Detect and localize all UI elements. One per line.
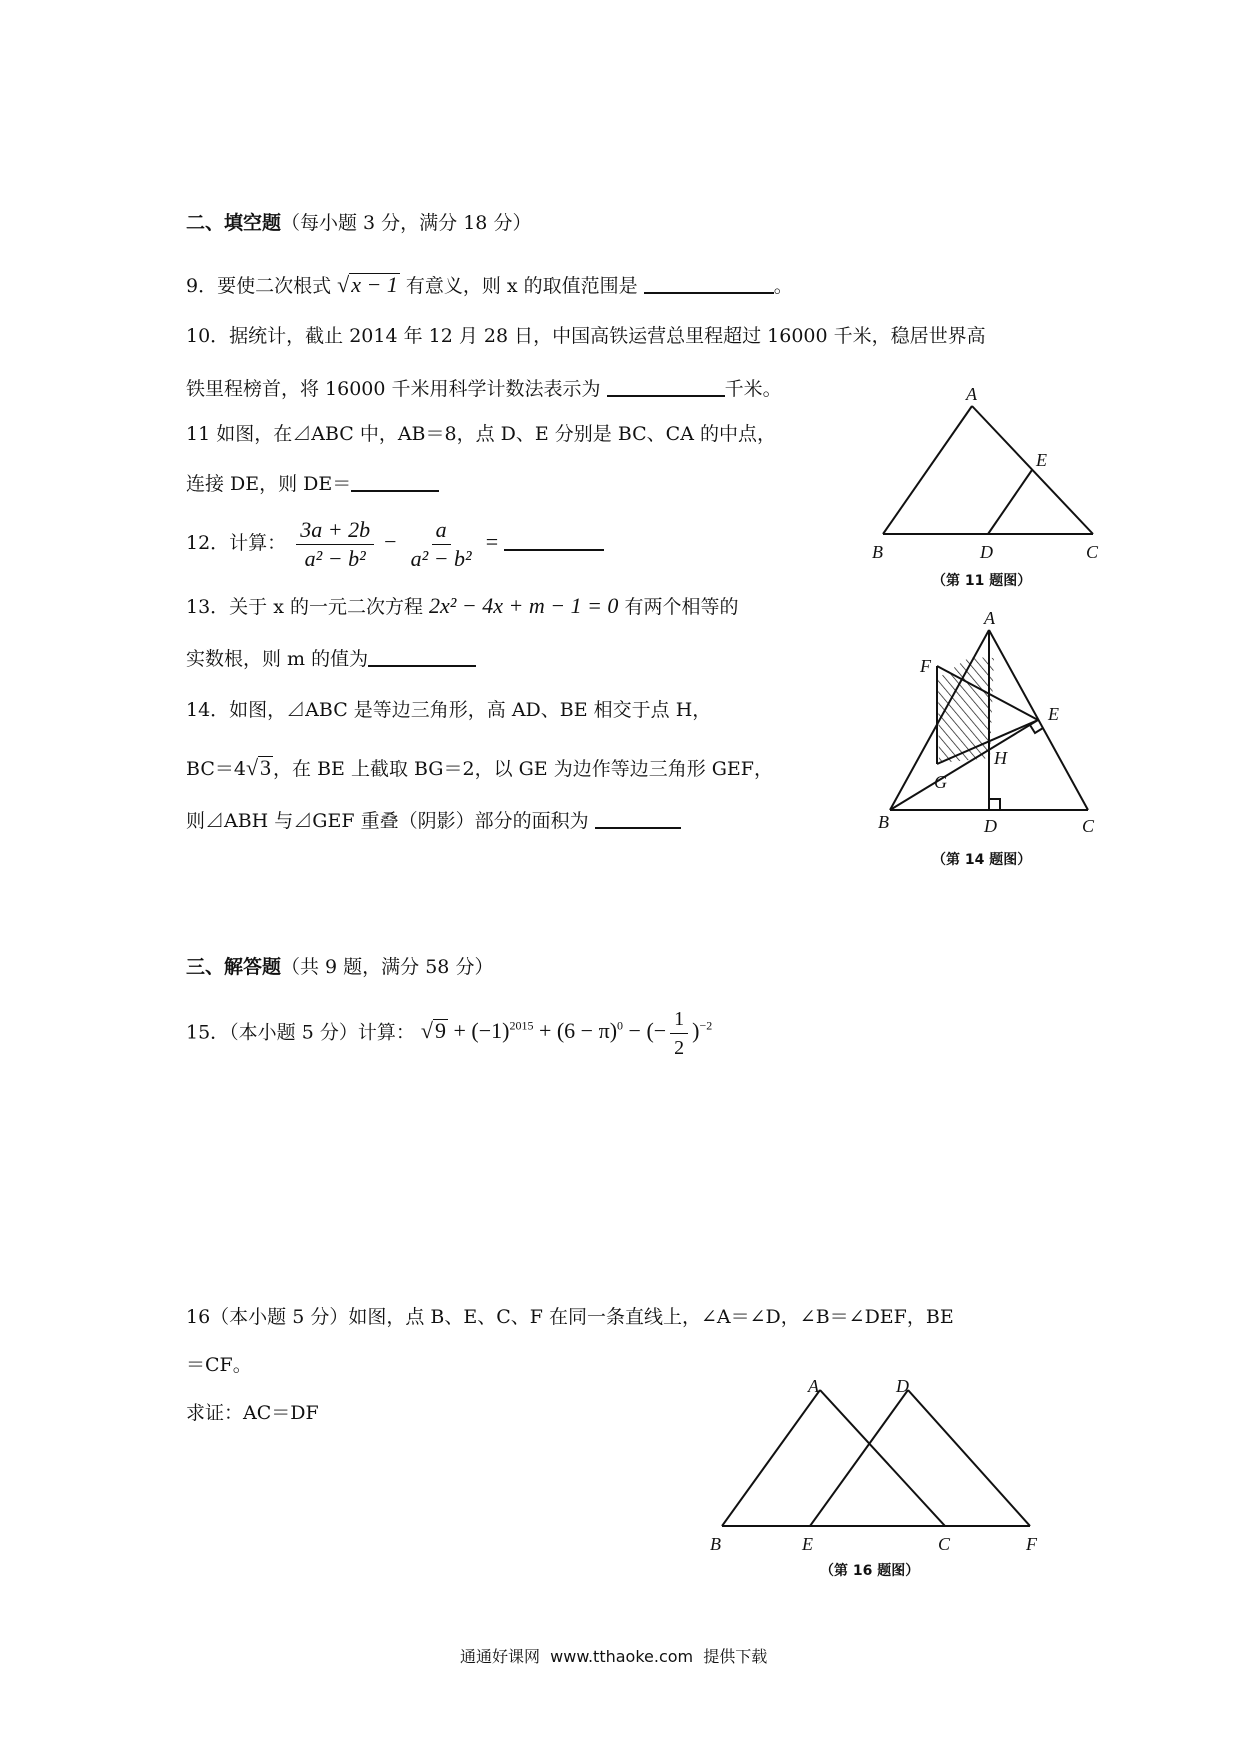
q14-answer-blank[interactable] [595, 807, 681, 829]
q12-den2: a² − b² [410, 545, 472, 571]
q9-end: 。 [773, 275, 793, 297]
section-3-heading [186, 954, 493, 980]
figure-16 [700, 1380, 1060, 1595]
q15-fraction [670, 1005, 688, 1062]
fig14-label-e: E [1048, 704, 1059, 724]
q12-den1: a² − b² [304, 545, 366, 571]
fig11-caption: （第 11 题图） [932, 573, 1032, 589]
fig11-side-ac [972, 406, 1093, 534]
fig14-label-g: G [934, 772, 947, 792]
question-16-line3: 求证：AC＝DF [186, 1402, 319, 1424]
question-13-line2 [186, 645, 476, 672]
q15-term-c: + (6 − π) [533, 1018, 618, 1044]
question-10-line2 [186, 375, 782, 402]
q12-prefix: 12．计算： [186, 532, 287, 554]
q10-end: 千米。 [724, 378, 782, 400]
question-11-line1: 11 如图，在⊿ABC 中，AB＝8，点 D、E 分别是 BC、CA 的中点， [186, 423, 776, 445]
section-2-title: 二、填空题 [186, 212, 282, 234]
q12-fraction-2 [407, 516, 476, 573]
fig14-label-f: F [920, 656, 931, 676]
fig14-label-c: C [1082, 816, 1095, 836]
figure-11 [860, 380, 1120, 600]
q9-radical: √x − 1 [337, 272, 398, 297]
figure-14 [860, 610, 1120, 880]
question-10-line1: 10．据统计，截止 2014 年 12 月 28 日，中国高铁运营总里程超过 16000 千米，稳居世界高 [186, 325, 986, 347]
fig16-label-f: F [1026, 1534, 1037, 1554]
fig11-side-ab [883, 406, 972, 534]
question-14-line1: 14．如图，⊿ABC 是等边三角形，高 AD、BE 相交于点 H， [186, 699, 712, 721]
question-16-line2: ＝CF。 [186, 1354, 252, 1376]
q9-radicand: x − 1 [351, 272, 398, 297]
q9-prefix: 9．要使二次根式 [186, 275, 332, 297]
question-16-line1: 16（本小题 5 分）如图，点 B、E、C、F 在同一条直线上，∠A＝∠D，∠B＝∠DEF，BE [186, 1306, 954, 1328]
fig11-label-e: E [1036, 450, 1047, 470]
fig16-label-d: D [896, 1380, 909, 1396]
q12-num1: 3a + 2b [296, 516, 374, 545]
fig14-label-a: A [984, 610, 995, 628]
q11-line2-text: 连接 DE，则 DE＝ [186, 473, 352, 495]
fig16-side-ab [722, 1390, 820, 1526]
q12-fraction-1 [296, 516, 374, 573]
q15-term-b: + (−1) [447, 1018, 510, 1044]
q14-line2-suffix: ，在 BE 上截取 BG＝2，以 GE 为边作等边三角形 GEF， [273, 758, 773, 780]
q13-prefix: 13．关于 x 的一元二次方程 [186, 596, 423, 618]
q15-expression: $√9 + (-1)^{2015} + (6 - \pi)^0$ − (− $\frac{1}{2}$ )$^{-2}$ [421, 1018, 712, 1043]
q14-line2-prefix: BC＝4 [186, 758, 246, 780]
q15-exp-e: −2 [699, 1019, 713, 1033]
q15-sqrt-radicand: 9 [434, 1018, 446, 1044]
fig14-caption: （第 14 题图） [932, 852, 1032, 868]
q15-exp-c: 0 [617, 1019, 624, 1033]
fig16-label-e: E [802, 1534, 813, 1554]
fig11-segment-de [988, 470, 1032, 534]
question-14-line3 [186, 807, 681, 834]
q14-line3-text: 则⊿ABH 与⊿GEF 重叠（阴影）部分的面积为 [186, 810, 589, 832]
fig14-right-angle-d [989, 799, 1000, 810]
fig14-label-d: D [984, 816, 997, 836]
fig16-caption: （第 16 题图） [820, 1563, 920, 1579]
q13-line2-text: 实数根，则 m 的值为 [186, 648, 369, 670]
q9-answer-blank[interactable] [644, 272, 774, 294]
fig11-label-d: D [980, 542, 993, 562]
q12-minus: − [384, 529, 397, 554]
question-14-line2 [186, 755, 773, 782]
question-11-line2 [186, 470, 439, 497]
section-2-heading [186, 210, 531, 236]
page-footer: 通通好课网 www.tthaoke.com 提供下载 [460, 1647, 768, 1666]
fig16-label-a: A [808, 1380, 819, 1396]
q15-exp-b: 2015 [509, 1019, 534, 1033]
q15-term-d: − (− [623, 1018, 667, 1044]
section-3-title: 三、解答题 [186, 956, 282, 978]
q15-frac-num: 1 [670, 1005, 688, 1034]
fig16-label-c: C [938, 1534, 951, 1554]
q15-term-e: ) [692, 1018, 700, 1044]
question-12 [186, 510, 604, 574]
q12-equals: = [485, 529, 499, 554]
fig16-side-de [810, 1390, 908, 1526]
question-9 [186, 272, 793, 299]
fig14-label-b: B [878, 812, 889, 832]
fig11-label-a: A [966, 384, 977, 404]
q14-radical: √3 [245, 755, 272, 780]
section-2-note: （每小题 3 分，满分 18 分） [281, 212, 532, 234]
question-15 [186, 998, 713, 1059]
fig16-label-b: B [710, 1534, 721, 1554]
fig14-side-ac [989, 630, 1088, 810]
question-13-line1 [186, 593, 739, 620]
q13-suffix: 有两个相等的 [624, 596, 739, 618]
q10-line2-text: 铁里程榜首，将 16000 千米用科学计数法表示为 [186, 378, 601, 400]
fig14-label-h: H [994, 748, 1007, 768]
q12-answer-blank[interactable] [504, 529, 604, 551]
q15-frac-den: 2 [674, 1036, 685, 1059]
q13-equation: 2x² − 4x + m − 1 = 0 [429, 593, 619, 618]
q14-radicand: 3 [260, 755, 272, 780]
fig11-label-c: C [1086, 542, 1099, 562]
section-3-note: （共 9 题，满分 58 分） [281, 956, 494, 978]
q10-answer-blank[interactable] [607, 375, 725, 397]
q12-num2: a [432, 516, 451, 545]
q9-suffix: 有意义，则 x 的取值范围是 [405, 275, 638, 297]
fig11-label-b: B [872, 542, 883, 562]
q13-answer-blank[interactable] [368, 645, 476, 667]
q15-prefix: 15．（本小题 5 分）计算： [186, 1021, 415, 1044]
q11-answer-blank[interactable] [351, 470, 439, 492]
